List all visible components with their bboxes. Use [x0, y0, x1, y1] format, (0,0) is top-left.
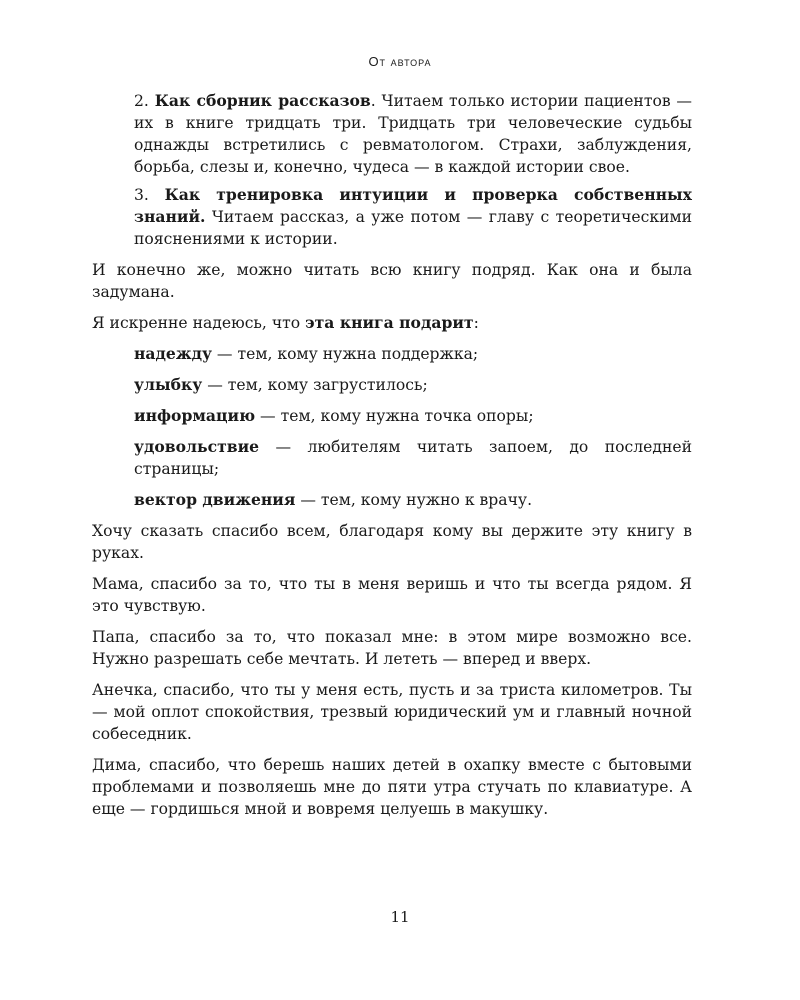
gift-item — [134, 374, 692, 396]
thanks-paragraph: Папа, спасибо за то, что показал мне: в этом мире возможно все. Нужно разрешать себе мечтать. И лететь — вперед и вверх. — [92, 628, 692, 668]
thanks-paragraph: Хочу сказать спасибо всем, благодаря кому вы держите эту книгу в руках. — [92, 522, 692, 562]
thanks-paragraph: Мама, спасибо за то, что ты в меня веришь и что ты всегда рядом. Я это чувствую. — [92, 575, 692, 615]
gift-text: — тем, кому загрустилось; — [202, 376, 428, 394]
gift-text: — любителям читать запоем, до последней страницы; — [134, 438, 692, 478]
gift-term: надежду — [134, 344, 212, 363]
body-text — [92, 90, 692, 829]
gift-item — [134, 405, 692, 427]
gift-term: улыбку — [134, 375, 203, 394]
gift-intro-bold: эта книга подарит — [305, 313, 474, 332]
gift-term: информацию — [134, 406, 256, 425]
item-text: Читаем рассказ, а уже потом — главу с теоретическими пояснениями к истории. — [134, 208, 692, 248]
gift-item — [134, 343, 692, 365]
list-item-3 — [134, 184, 692, 250]
item-title: Как тренировка интуиции и проверка собственных знаний. — [134, 185, 692, 226]
paragraph-whole-book: И конечно же, можно читать всю книгу подряд. Как она и была задумана. — [92, 261, 692, 301]
page-number: 11 — [390, 908, 410, 926]
gift-text: — тем, кому нужна точка опоры; — [255, 407, 534, 425]
gift-item — [134, 489, 692, 511]
item-title: Как сборник рассказов — [154, 91, 371, 110]
gift-intro — [92, 312, 692, 334]
item-number: 2. — [134, 92, 155, 110]
gift-text: — тем, кому нужна поддержка; — [211, 345, 479, 363]
item-text: . Читаем только истории пациентов — их в книге тридцать три. Тридцать три человеческие судьбы однажды встретились с ревматологом. Страхи, заблуждения, борьба, слезы и, конечно, чудеса — в каждой истории свое. — [134, 92, 693, 176]
gift-intro-start: Я искренне надеюсь, что — [92, 314, 306, 332]
thanks-paragraph: Дима, спасибо, что берешь наших детей в охапку вместе с бытовыми проблемами и позволяешь мне до пяти утра стучать по клавиатуре. А еще — гордишься мной и вовремя целуешь в макушку. — [92, 756, 692, 818]
gift-item — [134, 436, 692, 480]
thanks-paragraph: Анечка, спасибо, что ты у меня есть, пусть и за триста километров. Ты — мой оплот спокойствия, трезвый юридический ум и главный ночной собеседник. — [92, 681, 692, 743]
gift-term: вектор движения — [134, 490, 296, 509]
list-item-2 — [134, 90, 692, 178]
running-head: От автора — [368, 54, 432, 69]
gift-text: — тем, кому нужно к врачу. — [295, 491, 533, 509]
gift-term: удовольствие — [134, 437, 260, 456]
gift-intro-end: : — [473, 314, 479, 332]
item-number: 3. — [134, 186, 165, 204]
